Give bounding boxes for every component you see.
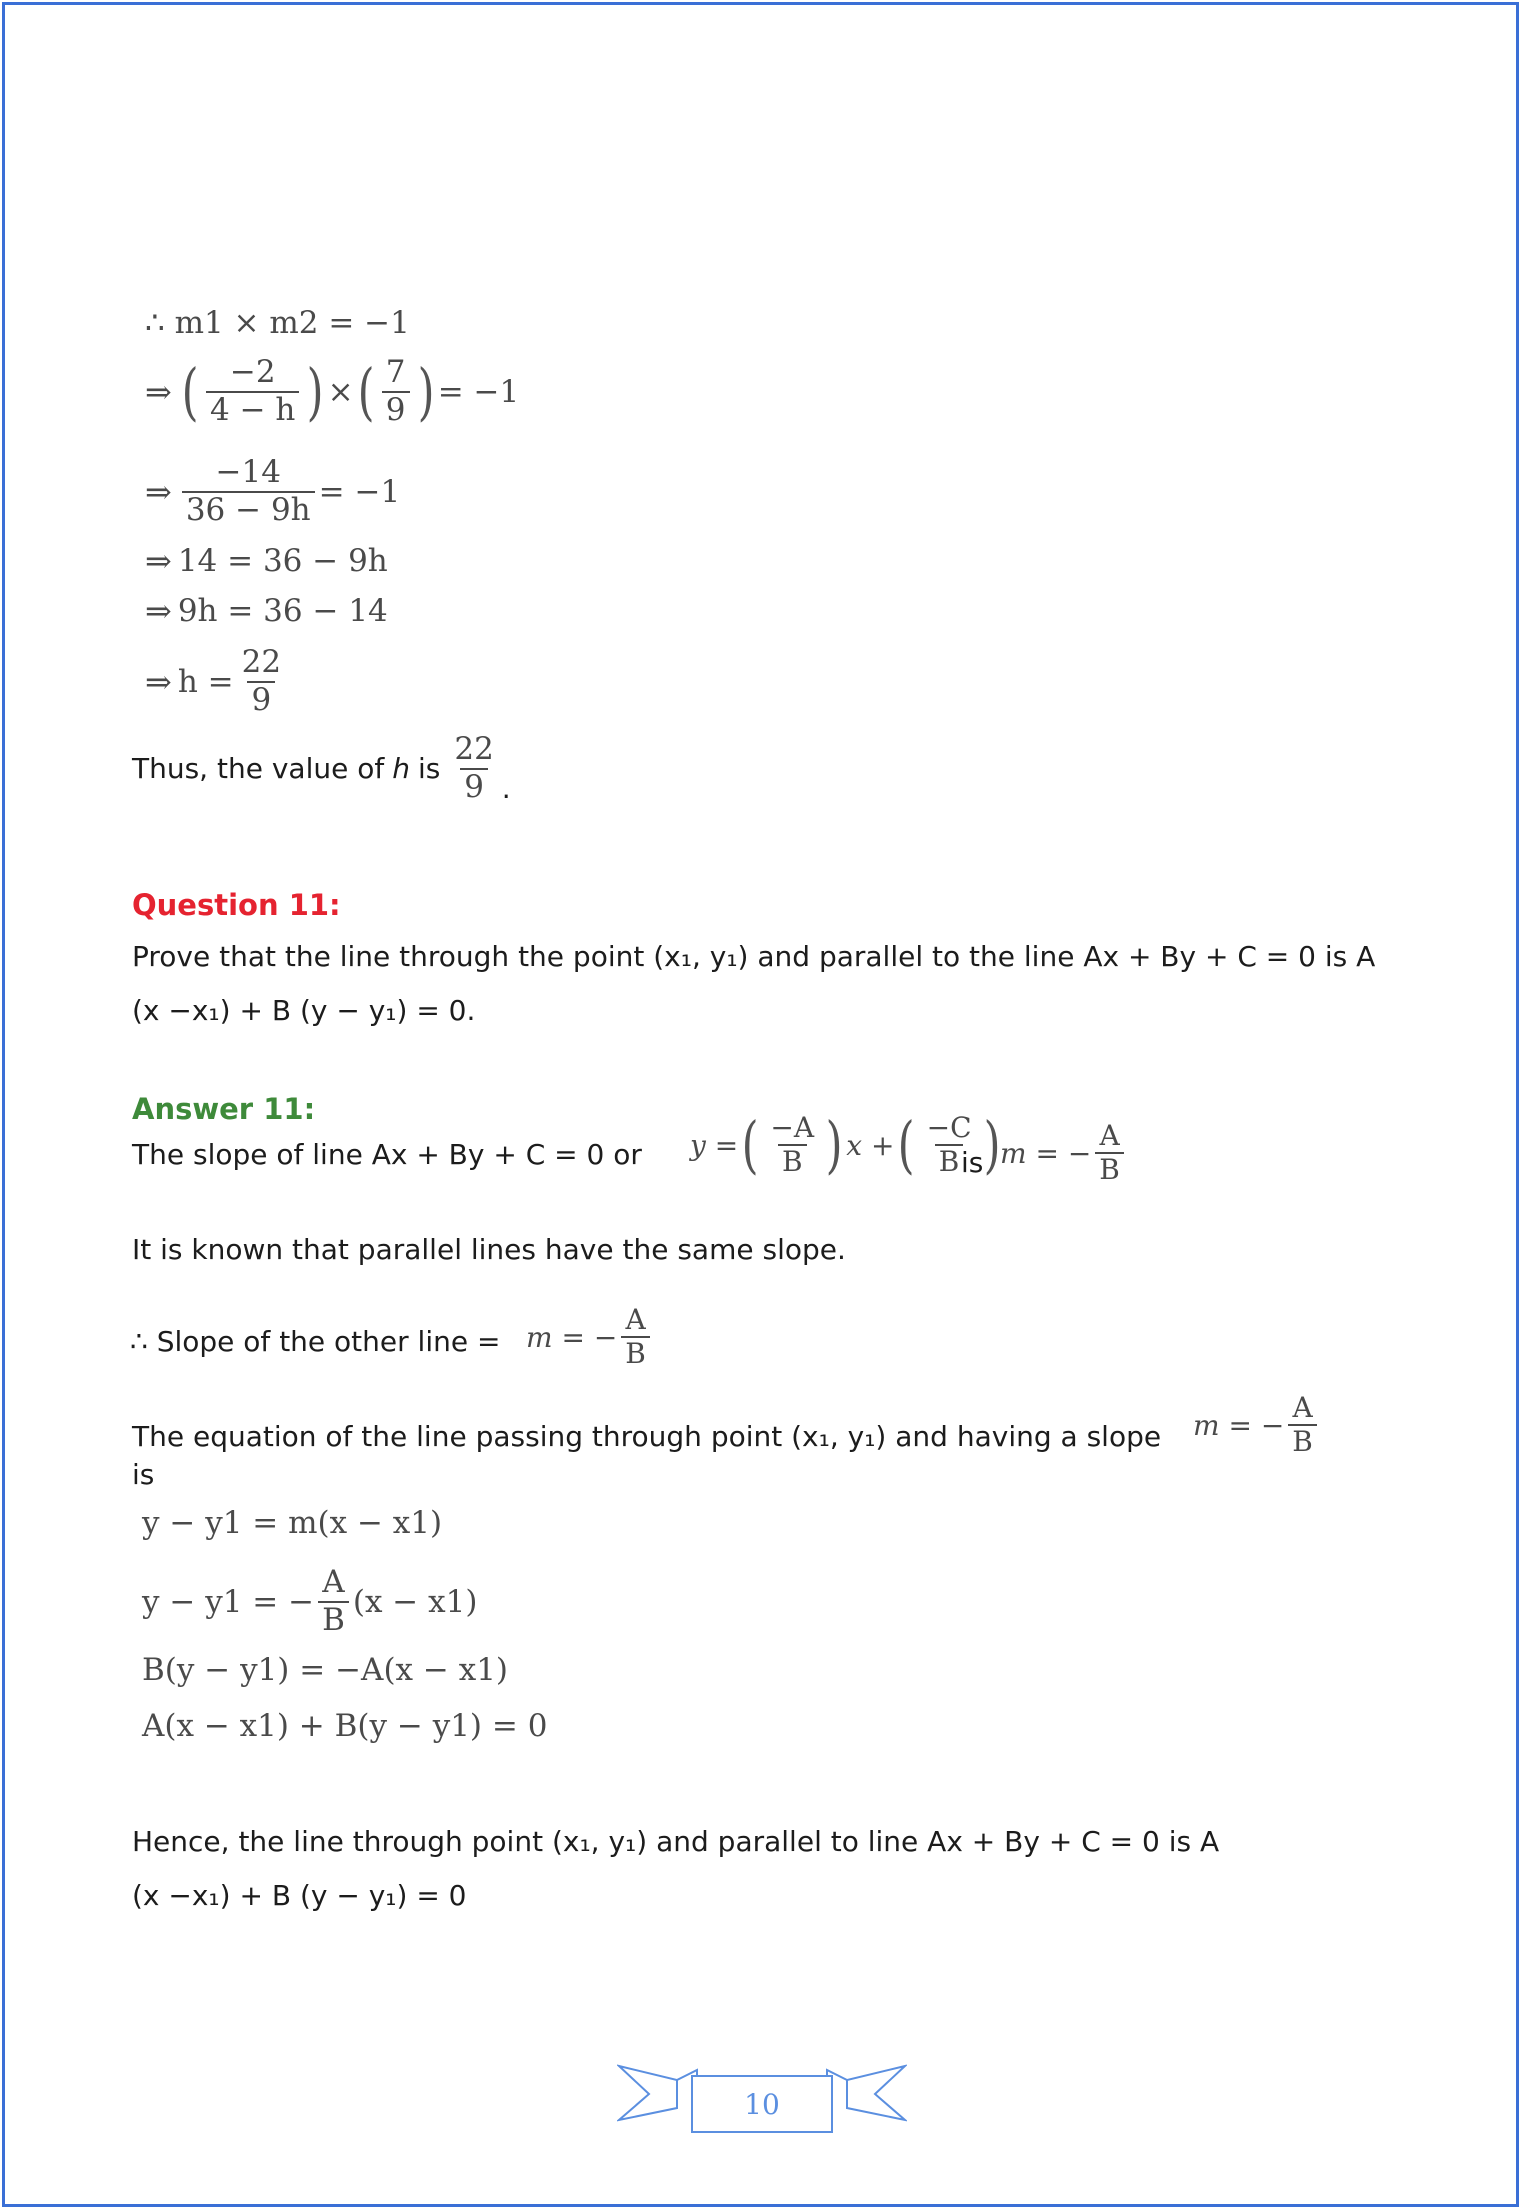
question-text-line-2: (x −x₁) + B (y − y₁) = 0.	[132, 994, 476, 1027]
question-title: Question 11:	[132, 888, 341, 922]
derivation-line-6: ⇒ h = $\frac{22}{9}$	[145, 644, 282, 718]
page-number: 10	[744, 2087, 780, 2121]
step-2: y − y1 = − $\frac{A}{B}$ (x − x1)	[142, 1564, 478, 1638]
other-slope-m: m = − $\frac{A}{B}$	[526, 1304, 654, 1370]
answer-title: Answer 11:	[132, 1092, 316, 1126]
derivation-line-1: ∴ m1 × m2 = −1	[145, 305, 410, 341]
other-slope-text: ∴ Slope of the other line =	[130, 1325, 501, 1358]
answer-slope-text: The slope of line Ax + By + C = 0 or	[132, 1138, 642, 1171]
answer-is: is	[961, 1146, 984, 1179]
derivation-line-3: ⇒ $\frac{-14}{36 - 9h}$ = −1	[145, 454, 401, 528]
step-3: B(y − y1) = −A(x − x1)	[142, 1652, 509, 1688]
question-text-line-1: Prove that the line through the point (x₁, y₁) and parallel to the line Ax + By + C = 0 is A	[132, 940, 1376, 973]
answer-slope-m: m = − $\frac{A}{B}$	[1000, 1120, 1128, 1186]
step-4: A(x − x1) + B(y − y1) = 0	[142, 1708, 548, 1744]
step-1: y − y1 = m(x − x1)	[142, 1505, 443, 1541]
equation-line-text: The equation of the line passing through point (x₁, y₁) and having a slope	[132, 1420, 1162, 1453]
parallel-statement: It is known that parallel lines have the same slope.	[132, 1233, 846, 1266]
page-number-badge	[617, 2058, 907, 2138]
derivation-line-4: ⇒ 14 = 36 − 9h	[145, 542, 388, 580]
equation-slope-m: m = − $\frac{A}{B}$	[1193, 1392, 1321, 1458]
hence-line-2: (x −x₁) + B (y − y₁) = 0	[132, 1879, 467, 1912]
equation-is: is	[132, 1458, 155, 1491]
derivation-line-2: ⇒ ( $\frac{-2}{4 - h}$ ) × ( $\frac{7}{9}$ ) = −1	[145, 354, 520, 428]
hence-line-1: Hence, the line through point (x₁, y₁) and parallel to line Ax + By + C = 0 is A	[132, 1825, 1220, 1858]
conclusion: Thus, the value of h is $\frac{22}{9}$ .	[132, 731, 511, 806]
answer-slope-equation: y = ( $\frac{-A}{B}$ ) x + ( $\frac{-C}{B}$ )	[690, 1108, 1001, 1182]
derivation-line-5: ⇒ 9h = 36 − 14	[145, 592, 388, 630]
